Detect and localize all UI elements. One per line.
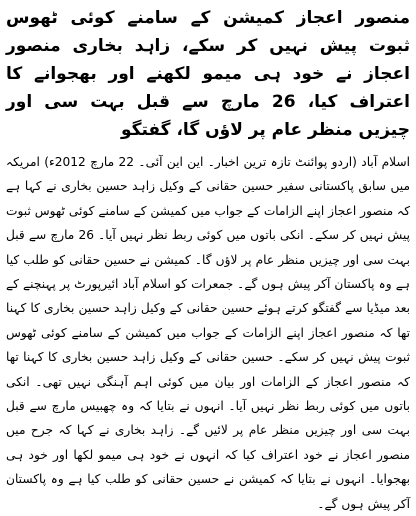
article-headline: منصور اعجاز کمیشن کے سامنے کوئی ٹھوس ثبوت پیش نہیں کر سکے، زاہد بخاری منصور اعجاز نے خود ہی میمو لکھنے اور بھجوانے کا اعتراف کیا، 26 مارچ سے قبل بہت سی اور چیزیں منظر عام پر لاؤں گا، گفتگو <box>6 8 410 140</box>
article-body: اسلام آباد (اردو پوائنٹ تازہ ترین اخبار۔ این این آئی۔ 22 مارچ 2012ء) امریکہ میں سابق پاکستانی سفیر حسین حقانی کے وکیل زاہد حسین بخاری نے کہا ہے کہ منصور اعجاز اپنے الزامات کے جواب میں کمیشن کے سامنے کوئی ٹھوس ثبوت پیش نہیں کر سکے۔ انکی باتوں میں کوئی ربط نظر نہیں آیا۔ 26 مارچ سے قبل بہت سی اور چیزیں منظر عام پر لاؤں گا۔ کمیشن نے حسین حقانی کو طلب کیا ہے وہ پاکستان آکر پیش ہوں گے۔ جمعرات کو اسلام آباد ائیرپورٹ پر پہنچنے کے بعد میڈیا سے گفتگو کرتے ہوئے حسین حقانی کے وکیل زاہد حسین بخاری کا کہنا تھا کہ منصور اعجاز اپنے الزامات کے جواب میں کمیشن کے سامنے کوئی ٹھوس ثبوت پیش نہیں کر سکے۔ حسین حقانی کے وکیل زاہد حسین بخاری کا کہنا تھا کہ منصور اعجاز کے الزامات اور بیان میں کوئی اہم آہنگی نہیں تھی۔ انکی باتوں میں کوئی ربط نظر نہیں آیا۔ انہوں نے بتایا کہ وہ چھبیس مارچ سے قبل بہت سی اور چیزیں منظر عام پر لائیں گے۔ زاہد بخاری نے کہا کہ جرح میں منصور اعجاز نے خود اعتراف کیا کہ انہوں نے خود ہی میمو لکھا اور خود ہی بھجوایا۔ انہوں نے بتایا کہ کمیشن نے حسین حقانی کو طلب کیا ہے وہ پاکستان آکر پیش ہوں گے۔ <box>6 155 410 511</box>
